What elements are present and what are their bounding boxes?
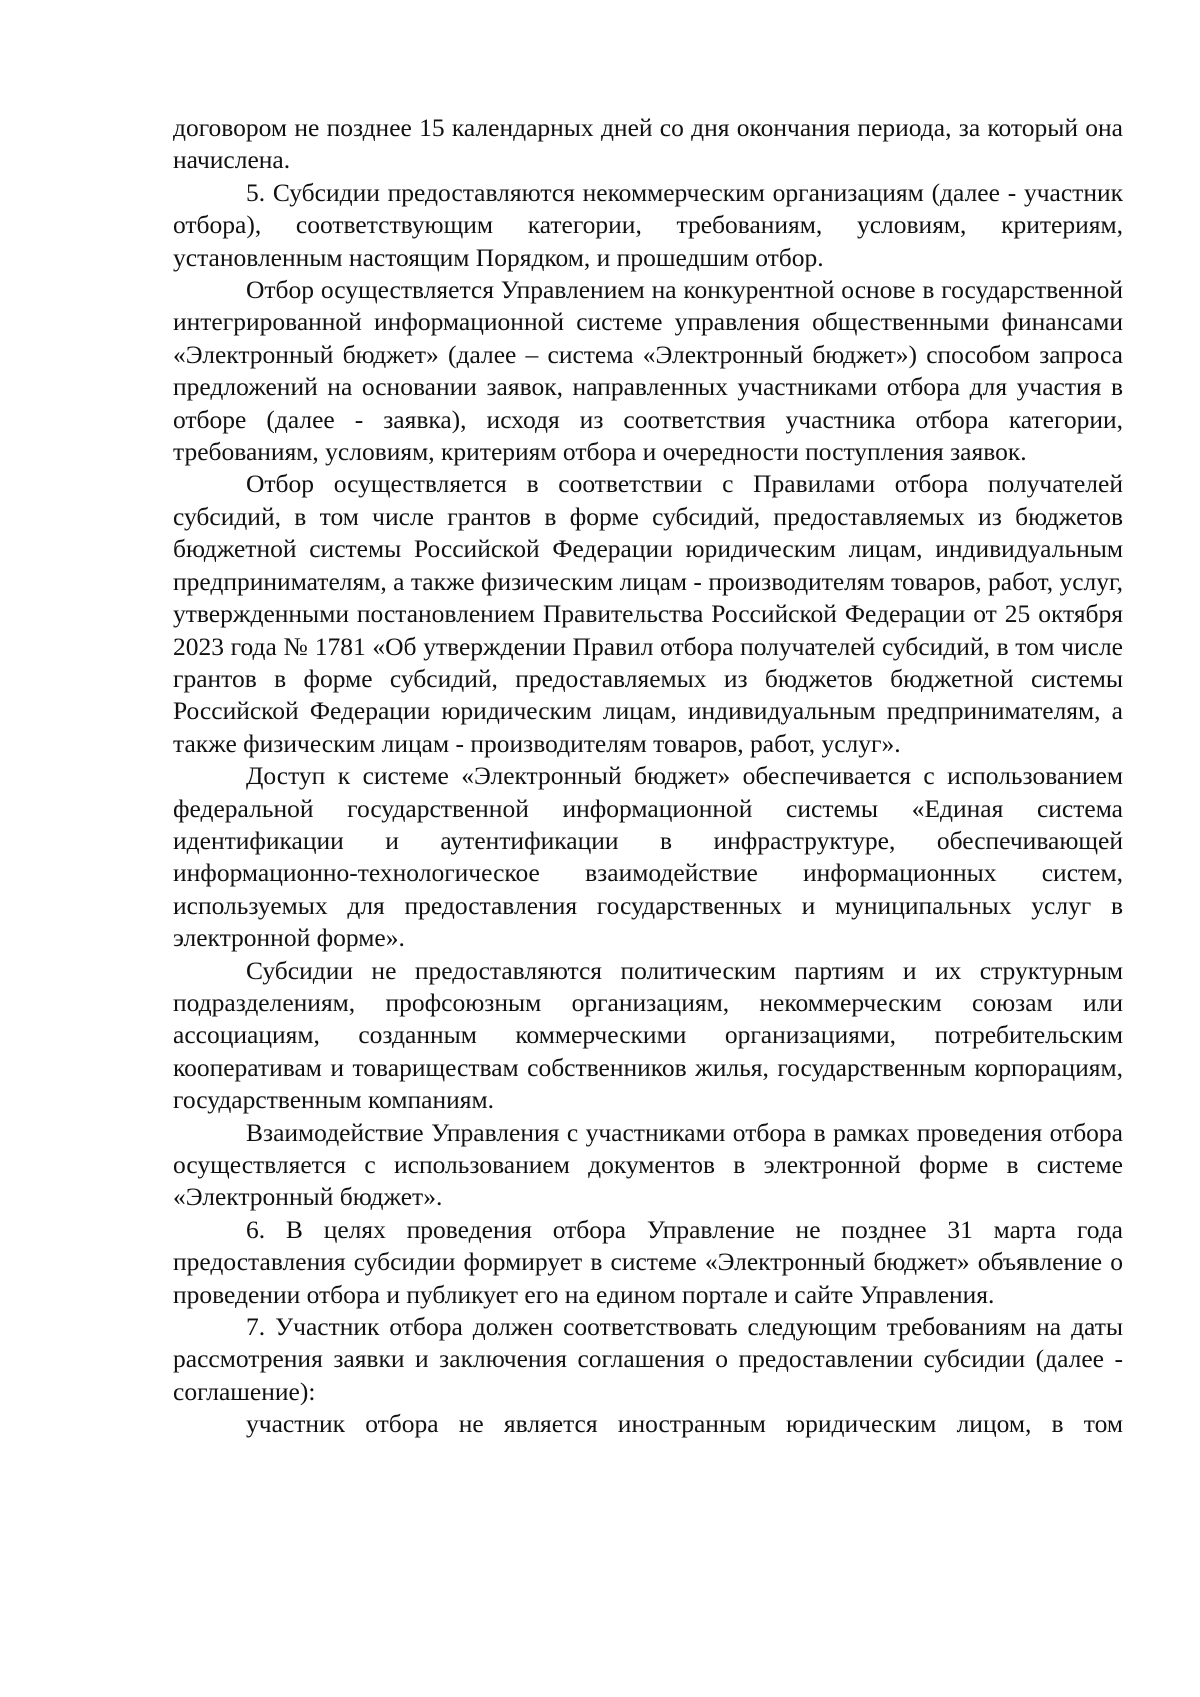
paragraph-continuation: договором не позднее 15 календарных дней со дня окончания периода, за который она начислена.	[173, 113, 1123, 175]
paragraph-item-7: 7. Участник отбора должен соответствовать следующим требованиям на даты рассмотрения заявки и заключения соглашения о предоставлении субсидии (далее - соглашение):	[173, 1312, 1123, 1406]
paragraph-exclusions: Субсидии не предоставляются политическим партиям и их структурным подразделениям, профсоюзным организациям, некоммерческим союзам или ассоциациям, созданным коммерческими организациями, потребительским кооперативам и товариществам собственников жилья, государственным корпорациям, государственным компаниям.	[173, 955, 1123, 1115]
paragraph-item-5: 5. Субсидии предоставляются некоммерческим организациям (далее - участник отбора), соответствующим категории, требованиям, условиям, критериям, установленным настоящим Порядком, и прошедшим отбор.	[173, 177, 1123, 272]
paragraph-interaction: Взаимодействие Управления с участниками отбора в рамках проведения отбора осуществляется с использованием документов в электронной форме в системе «Электронный бюджет».	[173, 1117, 1123, 1212]
paragraph-item-6: 6. В целях проведения отбора Управление не позднее 31 марта года предоставления субсидии формирует в системе «Электронный бюджет» объявление о проведении отбора и публикует его на едином портале и сайте Управления.	[173, 1214, 1123, 1309]
paragraph-selection-process: Отбор осуществляется Управлением на конкурентной основе в государственной интегрированной информационной системе управления общественными финансами «Электронный бюджет» (далее – система «Электронный бюджет») способом запроса предложений на основании заявок, направленных участниками отбора для участия в отборе (далее - заявка), исходя из соответствия участника отбора категории, требованиям, условиям, критериям отбора и очередности поступления заявок.	[173, 275, 1123, 467]
document-page	[173, 112, 1123, 1441]
paragraph-requirement-1: участник отбора не является иностранным юридическим лицом, в том	[246, 1409, 1123, 1439]
paragraph-selection-rules: Отбор осуществляется в соответствии с Правилами отбора получателей субсидий, в том числе грантов в форме субсидий, предоставляемых из бюджетов бюджетной системы Российской Федерации юридическим лицам, индивидуальным предпринимателям, а также физическим лицам - производителям товаров, работ, услуг, утвержденными постановлением Правительства Российской Федерации от 25 октября 2023 года № 1781 «Об утверждении Правил отбора получателей субсидий, в том числе грантов в форме субсидий, предоставляемых из бюджетов бюджетной системы Российской Федерации юридическим лицам, индивидуальным предпринимателям, а также физическим лицам - производителям товаров, работ, услуг».	[173, 469, 1123, 758]
paragraph-system-access: Доступ к системе «Электронный бюджет» обеспечивается с использованием федеральной государственной информационной системы «Единая система идентификации и аутентификации в инфраструктуре, обеспечивающей информационно-технологическое взаимодействие информационных систем, используемых для предоставления государственных и муниципальных услуг в электронной форме».	[173, 761, 1123, 953]
